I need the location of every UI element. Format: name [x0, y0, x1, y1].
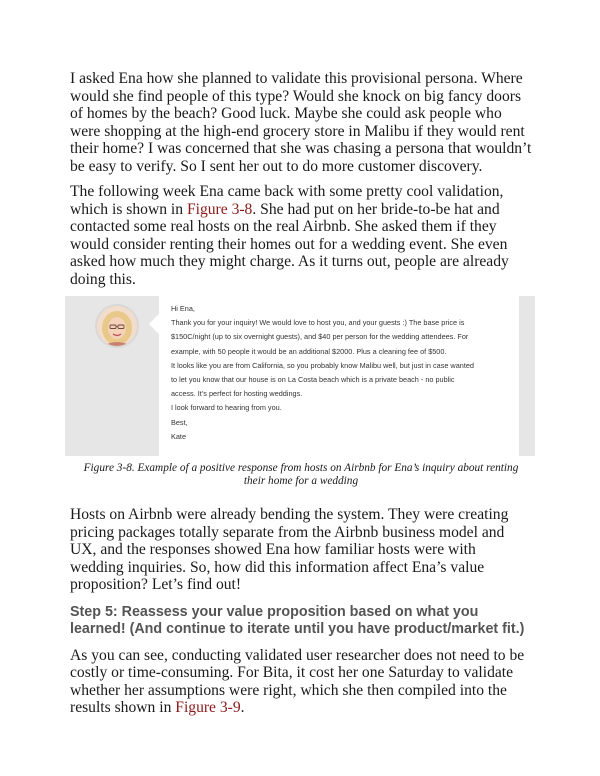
message-line: Best, — [171, 417, 188, 427]
spacer — [70, 488, 532, 506]
host-portrait-icon — [97, 306, 137, 346]
message-bubble — [159, 296, 519, 456]
message-line: example, with 50 people it would be an additional $2000. Plus a cleaning fee of $500. — [171, 346, 447, 356]
message-line: to let you know that our house is on La Costa beach which is a private beach - no public — [171, 375, 455, 385]
figure-3-9-link[interactable]: Figure 3-9 — [175, 699, 241, 716]
host-avatar — [95, 304, 139, 348]
figure-caption: Figure 3-8. Example of a positive response from hosts on Airbnb for Ena’s inquiry about renting their home for a wedding — [83, 462, 519, 487]
document-page — [70, 70, 532, 725]
paragraph-text: As you can see, conducting validated user researcher does not need to be costly or time-consuming. For Bita, it cost her one Saturday to validate whether her assumptions were right, which she then compiled into the results shown in — [70, 646, 525, 716]
message-line: Hi Ena, — [171, 304, 195, 313]
paragraph-text: . — [240, 699, 245, 716]
paragraph-text: The following week Ena came back with some pretty cool validation, which is shown in — [70, 183, 504, 218]
message-line: access. It’s perfect for hosting weddings. — [171, 389, 303, 399]
figure-3-8-link[interactable]: Figure 3-8 — [186, 200, 253, 218]
message-line: Thank you for your inquiry! We would love to host you, and your guests :) The base price is — [171, 318, 465, 328]
paragraph-text: . She had put on her bride-to-be hat and contacted some real hosts on the real Airbnb. She asked them if they would consider renting their homes out for a wedding event. She even asked how much they might charge. As it turns out, people are already doing this. — [70, 200, 509, 288]
message-line: $150C/night (up to six overnight guests), and $40 per person for the wedding attendees. For — [171, 332, 469, 342]
step-5-heading: Step 5: Reassess your value proposition based on what you learned! (And continue to iterate until you have product/market fit.) — [70, 603, 525, 637]
message-line: I look forward to hearing from you. — [171, 403, 282, 413]
message-line: It looks like you are from California, so you probably know Malibu well, but just in case wanted — [171, 360, 474, 370]
paragraph-hosts-bending: Hosts on Airbnb were already bending the system. They were creating pricing packages totally separate from the Airbnb business model and UX, and the responses showed Ena how familiar hosts were with wedding inquiries. So, how did this information affect Ena’s value proposition? Let’s find out! — [70, 506, 509, 593]
figure-3-8 — [65, 296, 535, 456]
bubble-tail — [149, 314, 159, 334]
paragraph-validated-research — [70, 647, 532, 717]
message-line: Kate — [171, 431, 187, 441]
paragraph-following-week — [70, 183, 532, 288]
paragraph-validation-question: I asked Ena how she planned to validate this provisional persona. Where would she find people of this type? Would she knock on big fancy doors of homes by the beach? Good luck. Maybe she could ask people who were shopping at the high-end grocery store in Malibu if they would rent their home? I was concerned that she was chasing a persona that wouldn’t be easy to verify. So I sent her out to do more customer discovery. — [70, 70, 532, 175]
